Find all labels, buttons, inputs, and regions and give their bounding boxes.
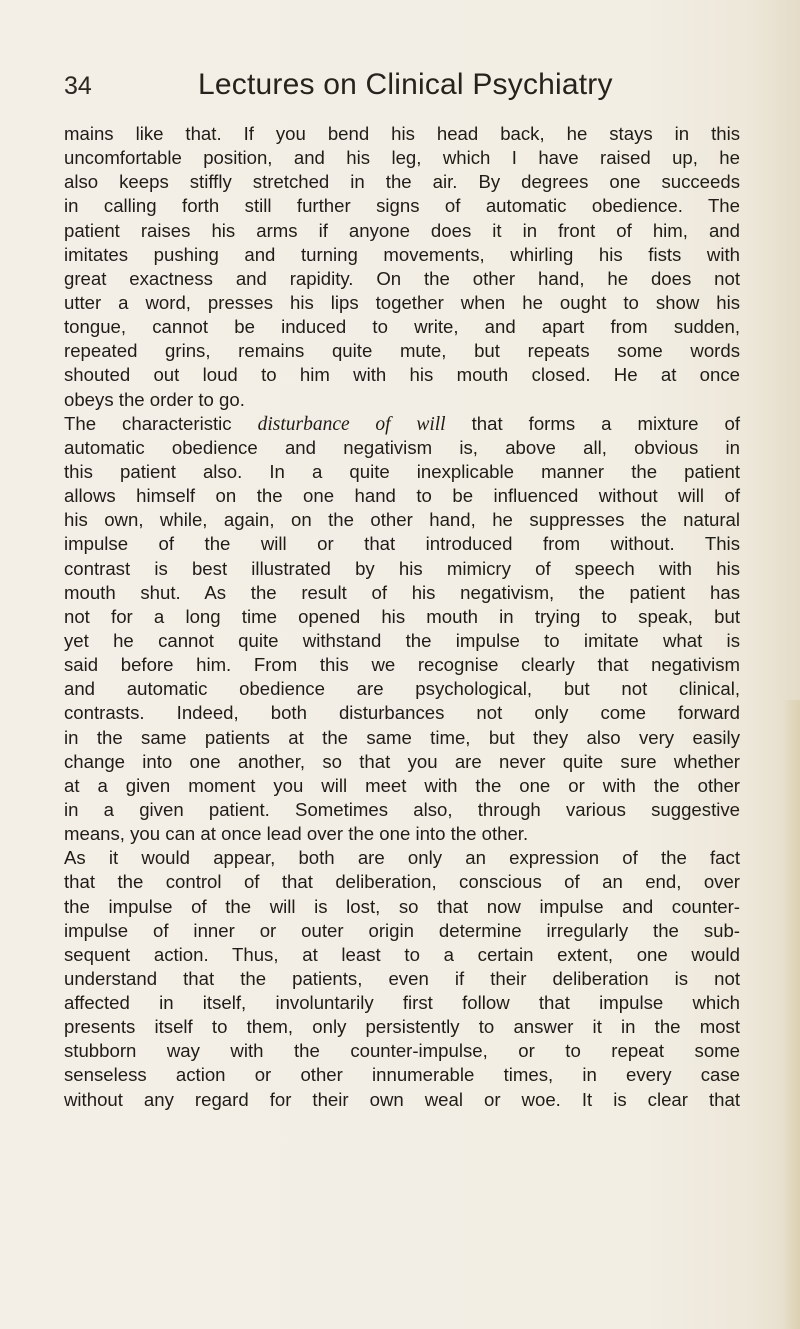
- text-line: also keeps stiffly stretched in the air. By degrees one succeeds: [64, 171, 740, 193]
- page-number: 34: [64, 72, 92, 100]
- text-line: contrast is best illustrated by his mimicry of speech with his: [64, 557, 740, 579]
- text-line: in a given patient. Sometimes also, through various suggestive: [64, 798, 740, 820]
- running-title: Lectures on Clinical Psychiatry: [198, 68, 613, 101]
- text-line: tongue, cannot be induced to write, and apart from sudden,: [64, 316, 740, 338]
- text-line: said before him. From this we recognise clearly that negativism: [64, 654, 740, 676]
- text-line: great exactness and rapidity. On the other hand, he does not: [64, 267, 740, 289]
- text-segment: The characteristic: [64, 412, 258, 434]
- text-line: sequent action. Thus, at least to a certain extent, one would: [64, 943, 740, 965]
- text-line: without any regard for their own weal or woe. It is clear that: [64, 1088, 740, 1110]
- text-line: his own, while, again, on the other hand, he suppresses the natural: [64, 509, 740, 531]
- text-line: presents itself to them, only persistently to answer it in the most: [64, 1016, 740, 1038]
- text-line: affected in itself, involuntarily first follow that impulse which: [64, 992, 740, 1014]
- text-line: in the same patients at the same time, but they also very easily: [64, 726, 740, 748]
- text-line: change into one another, so that you are never quite sure whether: [64, 750, 740, 772]
- page-header: [64, 68, 754, 108]
- text-line: mains like that. If you bend his head back, he stays in this: [64, 123, 740, 144]
- text-line: impulse of inner or outer origin determine irregularly the sub-: [64, 919, 740, 941]
- italic-term: disturbance of will: [257, 413, 446, 435]
- text-line: imitates pushing and turning movements, whirling his fists with: [64, 243, 740, 265]
- text-line: patient raises his arms if anyone does it in front of him, and: [64, 219, 740, 241]
- text-line: [64, 412, 740, 436]
- text-line: understand that the patients, even if their deliberation is not: [64, 967, 740, 989]
- text-line: As it would appear, both are only an expression of the fact: [64, 847, 740, 869]
- text-line: uncomfortable position, and his leg, which I have raised up, he: [64, 147, 740, 169]
- text-line: stubborn way with the counter-impulse, or to repeat some: [64, 1040, 740, 1062]
- page-edge-stain: [782, 700, 800, 1329]
- text-line: shouted out loud to him with his mouth closed. He at once: [64, 364, 740, 386]
- text-line: mouth shut. As the result of his negativism, the patient has: [64, 581, 740, 603]
- text-segment: that forms a mixture of: [445, 412, 741, 434]
- text-line: obeys the order to go.: [64, 388, 245, 410]
- text-line: contrasts. Indeed, both disturbances not only come forward: [64, 702, 740, 724]
- text-line: allows himself on the one hand to be influenced without will of: [64, 485, 740, 507]
- text-line: utter a word, presses his lips together when he ought to show his: [64, 291, 740, 313]
- text-line: senseless action or other innumerable times, in every case: [64, 1064, 740, 1086]
- text-line: at a given moment you will meet with the one or with the other: [64, 774, 740, 796]
- text-line: means, you can at once lead over the one into the other.: [64, 823, 529, 845]
- text-line: and automatic obedience are psychological, but not clinical,: [64, 678, 740, 700]
- text-line: repeated grins, remains quite mute, but repeats some words: [64, 340, 740, 362]
- text-line: this patient also. In a quite inexplicable manner the patient: [64, 460, 740, 482]
- text-line: automatic obedience and negativism is, above all, obvious in: [64, 436, 740, 458]
- text-line: the impulse of the will is lost, so that now impulse and counter-: [64, 895, 740, 917]
- text-line: in calling forth still further signs of automatic obedience. The: [64, 195, 740, 217]
- text-line: not for a long time opened his mouth in trying to speak, but: [64, 605, 740, 627]
- text-line: that the control of that deliberation, conscious of an end, over: [64, 871, 740, 893]
- text-line: yet he cannot quite withstand the impulse to imitate what is: [64, 629, 740, 651]
- body-text: [64, 122, 740, 1112]
- text-line: impulse of the will or that introduced from without. This: [64, 533, 740, 555]
